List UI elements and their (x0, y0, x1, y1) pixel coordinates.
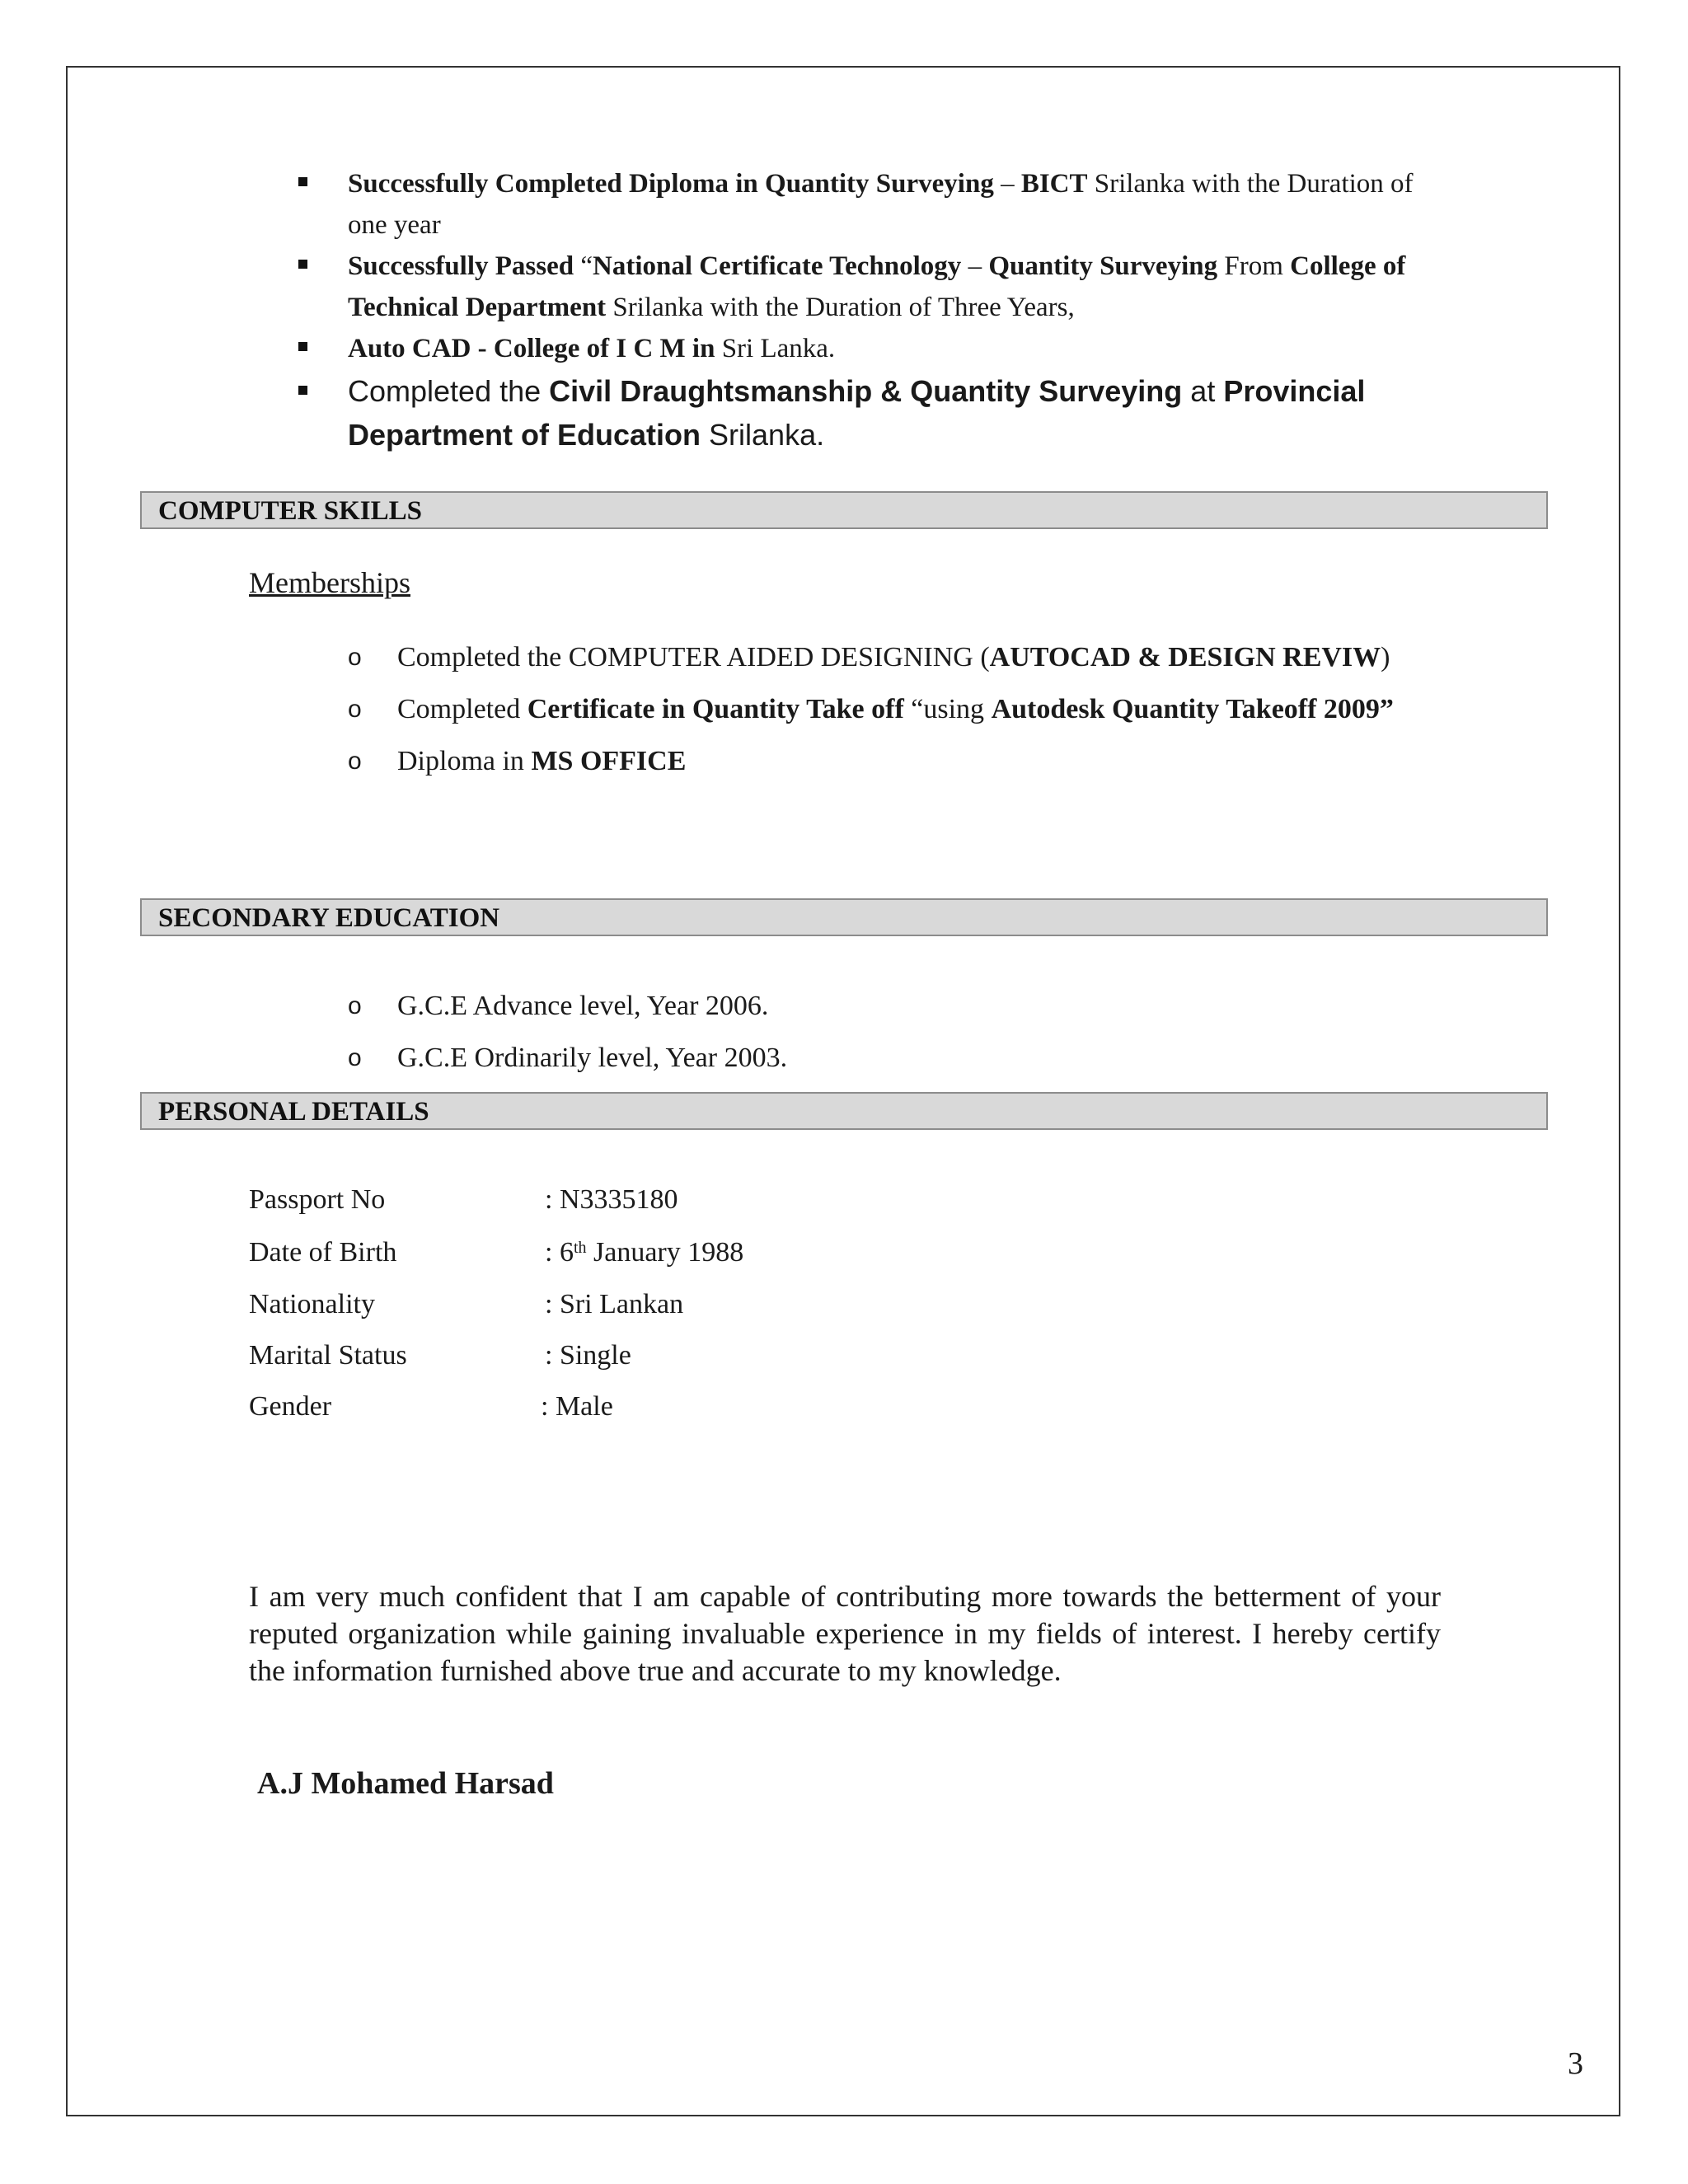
item-text: Auto CAD - College of I C M in Sri Lanka. (348, 334, 836, 363)
section-title: PERSONAL DETAILS (158, 1097, 429, 1127)
secondary-education-list (348, 980, 1469, 1084)
list-item (348, 980, 1469, 1032)
closing-statement: I am very much confident that I am capable of contributing more towards the betterment of your reputed organization while gaining invaluable experience in my fields of interest. I hereby certify the information furnished above true and accurate to my knowledge. (249, 1580, 1441, 1687)
item-text: G.C.E Advance level, Year 2006. (397, 991, 769, 1021)
signature-name: A.J Mohamed Harsad (257, 1766, 554, 1801)
item-text: Successfully Passed “National Certificate Technology – Quantity Surveying From College of Technical Department Srilanka with the Duration of Three Years, (348, 251, 1406, 322)
education-list (298, 163, 1452, 457)
section-header-secondary-education (140, 898, 1548, 936)
gender-value: : Male (541, 1391, 613, 1422)
item-text: Completed the Civil Draughtsmanship & Quantity Surveying at Provincial Department of Education Srilanka. (348, 374, 1366, 452)
item-text: Successfully Completed Diploma in Quantity Surveying – BICT Srilanka with the Duration of one year (348, 169, 1414, 240)
marital-status-label: Marital Status (249, 1340, 407, 1371)
education-item (298, 246, 1452, 328)
square-bullet-icon (298, 177, 307, 186)
square-bullet-icon (298, 260, 307, 269)
nationality-value: : Sri Lankan (545, 1289, 684, 1319)
circle-bullet-icon: o (348, 644, 362, 671)
dob-label: Date of Birth (249, 1237, 397, 1268)
circle-bullet-icon: o (348, 1044, 362, 1071)
item-text: Completed Certificate in Quantity Take off “using Autodesk Quantity Takeoff 2009” (397, 694, 1394, 724)
list-item (348, 735, 1469, 787)
nationality-label: Nationality (249, 1289, 375, 1319)
education-item (298, 369, 1452, 457)
section-header-personal-details (140, 1092, 1548, 1130)
section-header-computer-skills (140, 491, 1548, 529)
page-number: 3 (1568, 2046, 1583, 2081)
list-item (348, 1032, 1469, 1084)
item-text: G.C.E Ordinarily level, Year 2003. (397, 1043, 788, 1073)
education-item (298, 328, 1452, 369)
memberships-heading: Memberships (249, 566, 410, 599)
circle-bullet-icon: o (348, 992, 362, 1019)
list-item (348, 683, 1469, 735)
circle-bullet-icon: o (348, 748, 362, 775)
item-text: Completed the COMPUTER AIDED DESIGNING (AUTOCAD & DESIGN REVIW) (397, 642, 1390, 673)
dob-value: : 6th January 1988 (545, 1237, 744, 1268)
passport-label: Passport No (249, 1184, 386, 1215)
section-title: SECONDARY EDUCATION (158, 903, 500, 933)
education-item (298, 163, 1452, 246)
square-bullet-icon (298, 342, 307, 351)
list-item (348, 631, 1469, 683)
computer-skills-list (348, 631, 1469, 787)
passport-value: : N3335180 (545, 1184, 678, 1215)
gender-label: Gender (249, 1391, 332, 1422)
circle-bullet-icon: o (348, 696, 362, 723)
square-bullet-icon (298, 386, 307, 395)
marital-status-value: : Single (545, 1340, 631, 1371)
item-text: Diploma in MS OFFICE (397, 746, 687, 776)
section-title: COMPUTER SKILLS (158, 496, 422, 526)
